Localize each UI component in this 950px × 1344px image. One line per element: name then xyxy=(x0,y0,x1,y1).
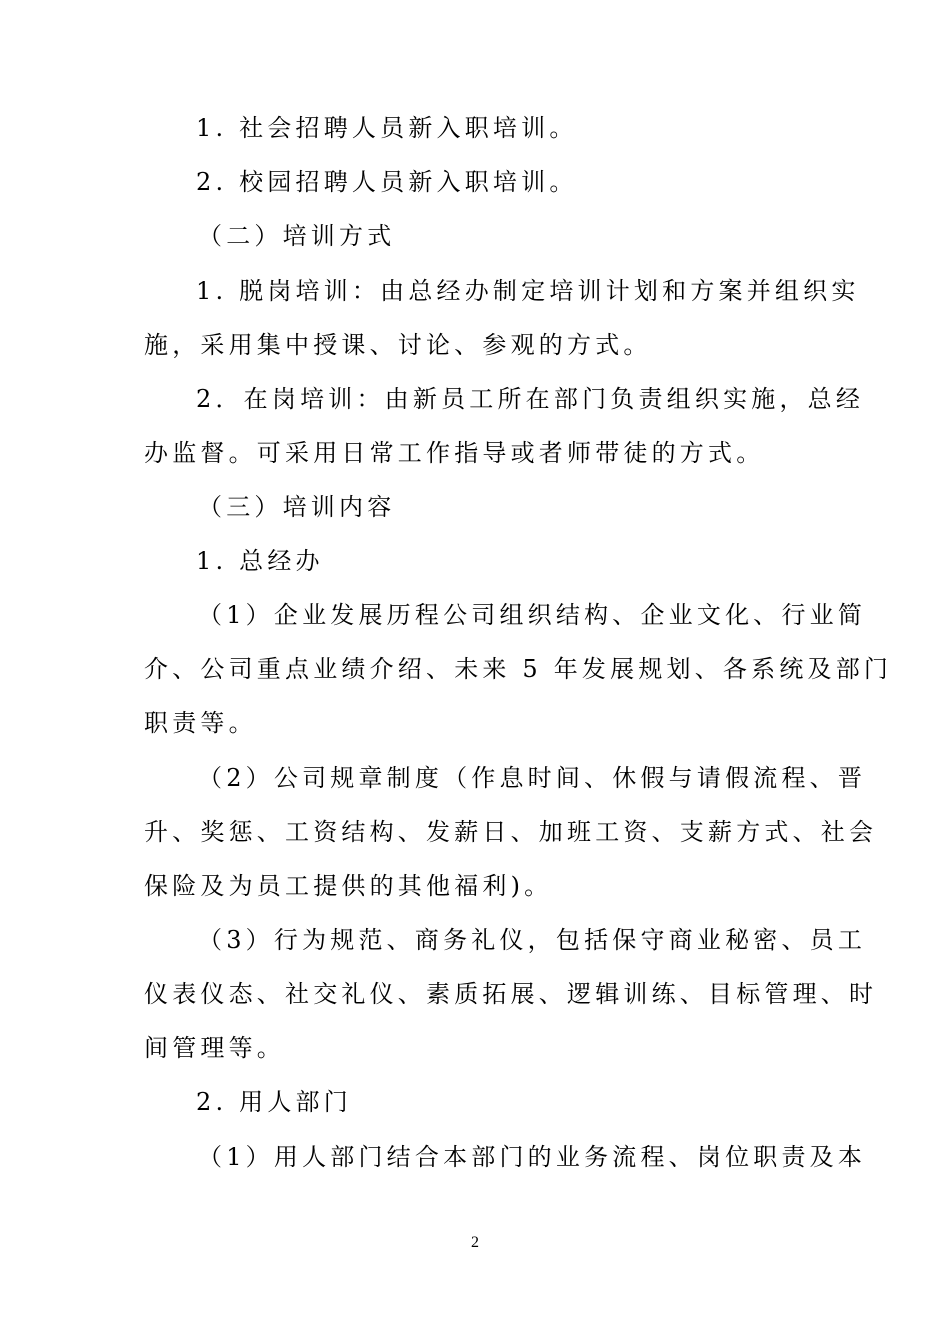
text-line: 介、公司重点业绩介绍、未来 5 年发展规划、各系统及部门 xyxy=(144,655,893,683)
text-line: 1. 总经办 xyxy=(196,547,324,575)
text-line: 2．在岗培训：由新员工所在部门负责组织实施，总经 xyxy=(196,385,865,413)
text-line: 间管理等。 xyxy=(144,1034,285,1062)
text-line: 施，采用集中授课、讨论、参观的方式。 xyxy=(144,331,652,359)
text-line: 保险及为员工提供的其他福利)。 xyxy=(144,872,553,900)
page-number: 2 xyxy=(471,1234,479,1251)
text-line: （1）用人部门结合本部门的业务流程、岗位职责及本 xyxy=(198,1143,867,1171)
text-line: 2. 用人部门 xyxy=(196,1088,352,1116)
text-line: （3）行为规范、商务礼仪，包括保守商业秘密、员工 xyxy=(198,926,867,954)
text-line: 升、奖惩、工资结构、发薪日、加班工资、支薪方式、社会 xyxy=(144,818,878,846)
text-line: 办监督。可采用日常工作指导或者师带徒的方式。 xyxy=(144,439,765,467)
text-line: 仪表仪态、社交礼仪、素质拓展、逻辑训练、目标管理、时 xyxy=(144,980,878,1008)
text-line: （2）公司规章制度（作息时间、休假与请假流程、晋 xyxy=(198,764,867,792)
section-heading: （三）培训内容 xyxy=(198,493,396,521)
text-line: 1. 社会招聘人员新入职培训。 xyxy=(196,114,578,142)
section-heading: （二）培训方式 xyxy=(198,222,396,250)
text-line: 职责等。 xyxy=(144,709,257,737)
text-line: （1）企业发展历程公司组织结构、企业文化、行业简 xyxy=(198,601,867,629)
text-line: 1. 脱岗培训：由总经办制定培训计划和方案并组织实 xyxy=(196,277,860,305)
text-line: 2. 校园招聘人员新入职培训。 xyxy=(196,168,578,196)
